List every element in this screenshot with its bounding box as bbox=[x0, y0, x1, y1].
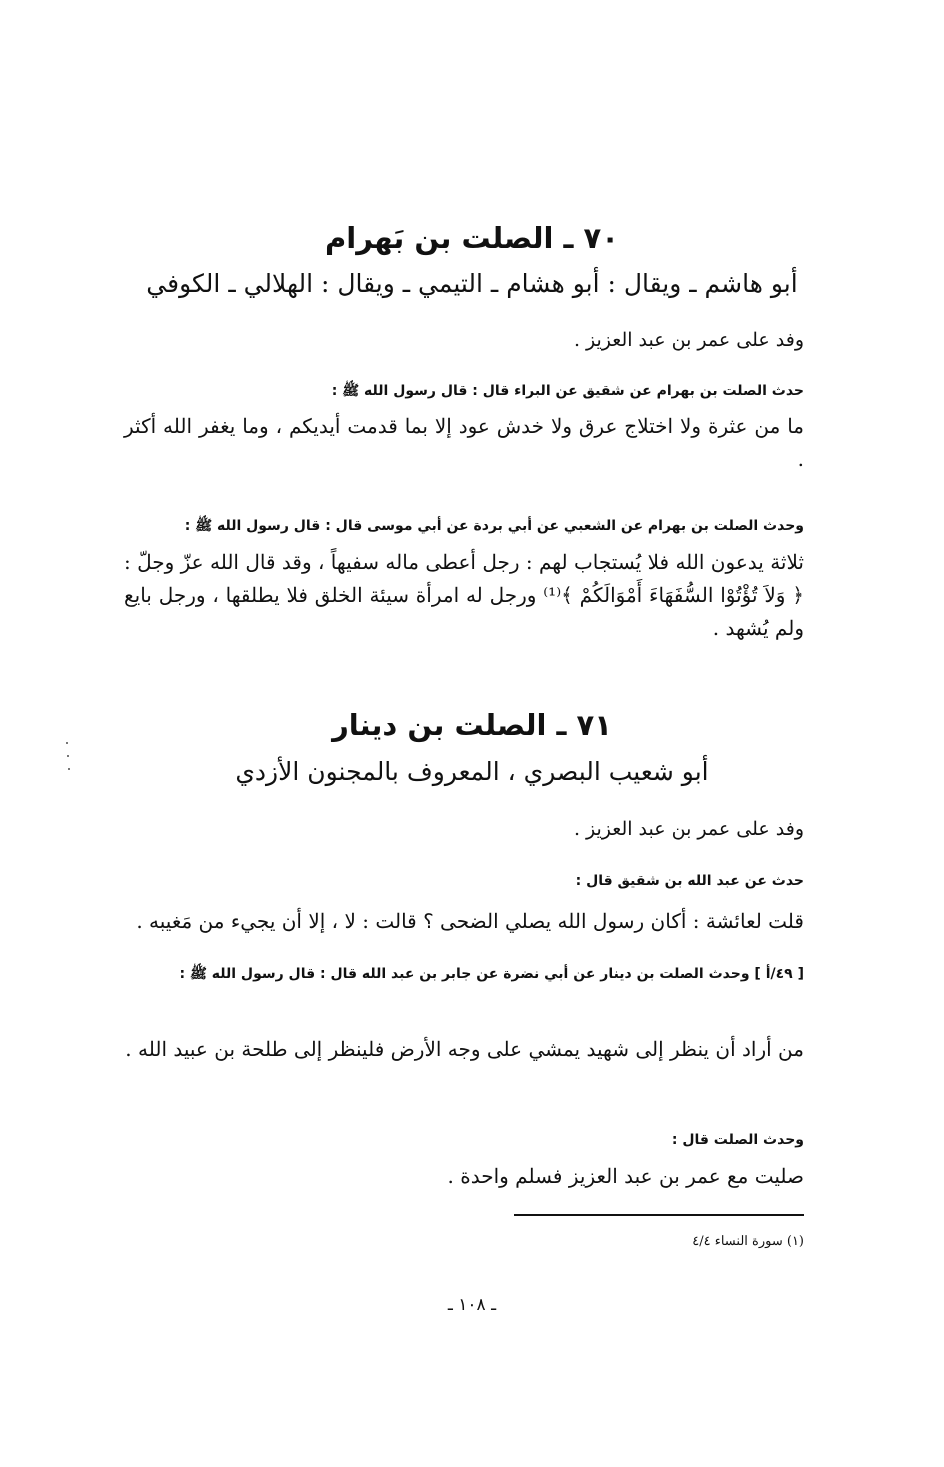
entry-71-hadith-3-isnad: وحدث الصلت قال : bbox=[671, 1132, 804, 1148]
page-number: ـ ١٠٨ ـ bbox=[447, 1295, 497, 1315]
entry-70-subheading: أبو هاشم ـ ويقال : أبو هشام ـ التيمي ـ ويقال : الهلالي ـ الكوفي bbox=[146, 269, 798, 298]
entry-71-intro: وفد على عمر بن عبد العزيز . bbox=[573, 818, 804, 840]
footnote: (١) سورة النساء ٤/٤ bbox=[692, 1234, 804, 1249]
footnote-separator bbox=[514, 1214, 804, 1216]
entry-70-hadith-1-isnad: حدث الصلت بن بهرام عن شقيق عن البراء قال : قال رسول الله ﷺ : bbox=[331, 383, 804, 399]
entry-71-hadith-3-matn: صليت مع عمر بن عبد العزيز فسلم واحدة . bbox=[447, 1164, 804, 1188]
entry-70-hadith-1-matn: ما من عثرة ولا اختلاج عرق ولا خدش عود إلا بما قدمت أيديكم ، وما يغفر الله أكثر . bbox=[124, 414, 804, 471]
entry-71-subheading: أبو شعيب البصري ، المعروف بالمجنون الأزدي bbox=[235, 757, 709, 786]
scan-speck bbox=[68, 768, 70, 770]
entry-71-heading: ٧١ ـ الصلت بن دينار bbox=[332, 708, 612, 742]
entry-70-hadith-2-matn: ثلاثة يدعون الله فلا يُستجاب لهم : رجل أعطى ماله سفيهاً ، وقد قال الله عزّ وجلّ : ﴿ وَلاَ تُؤْتُوْا السُّفَهَاءَ أَمْوَالَكُمْ ﴾⁽¹⁾ ورجل له امرأة سيئة الخلق فلا يطلقها ، ورجل بايع ولم يُشهد . bbox=[124, 550, 804, 640]
entry-70-intro: وفد على عمر بن عبد العزيز . bbox=[573, 329, 804, 351]
scan-speck bbox=[66, 742, 68, 744]
entry-71-hadith-1-isnad: حدث عن عبد الله بن شقيق قال : bbox=[575, 873, 804, 889]
scan-speck bbox=[67, 755, 69, 757]
entry-71-hadith-2-matn: من أراد أن ينظر إلى شهيد يمشي على وجه الأرض فلينظر إلى طلحة بن عبيد الله . bbox=[125, 1037, 804, 1061]
entry-71-hadith-1-matn: قلت لعائشة : أكان رسول الله يصلي الضحى ؟ قالت : لا ، إلا أن يجيء من مَغيبه . bbox=[136, 909, 804, 933]
entry-71-hadith-2-isnad: [ ٤٩/أ ] وحدث الصلت بن دينار عن أبي نضرة عن جابر بن عبد الله قال : قال رسول الله ﷺ : bbox=[179, 966, 804, 982]
entry-70-hadith-2-isnad: وحدث الصلت بن بهرام عن الشعبي عن أبي بردة عن أبي موسى قال : قال رسول الله ﷺ : bbox=[184, 518, 804, 534]
entry-70-heading: ٧٠ ـ الصلت بن بَهرام bbox=[325, 221, 619, 255]
